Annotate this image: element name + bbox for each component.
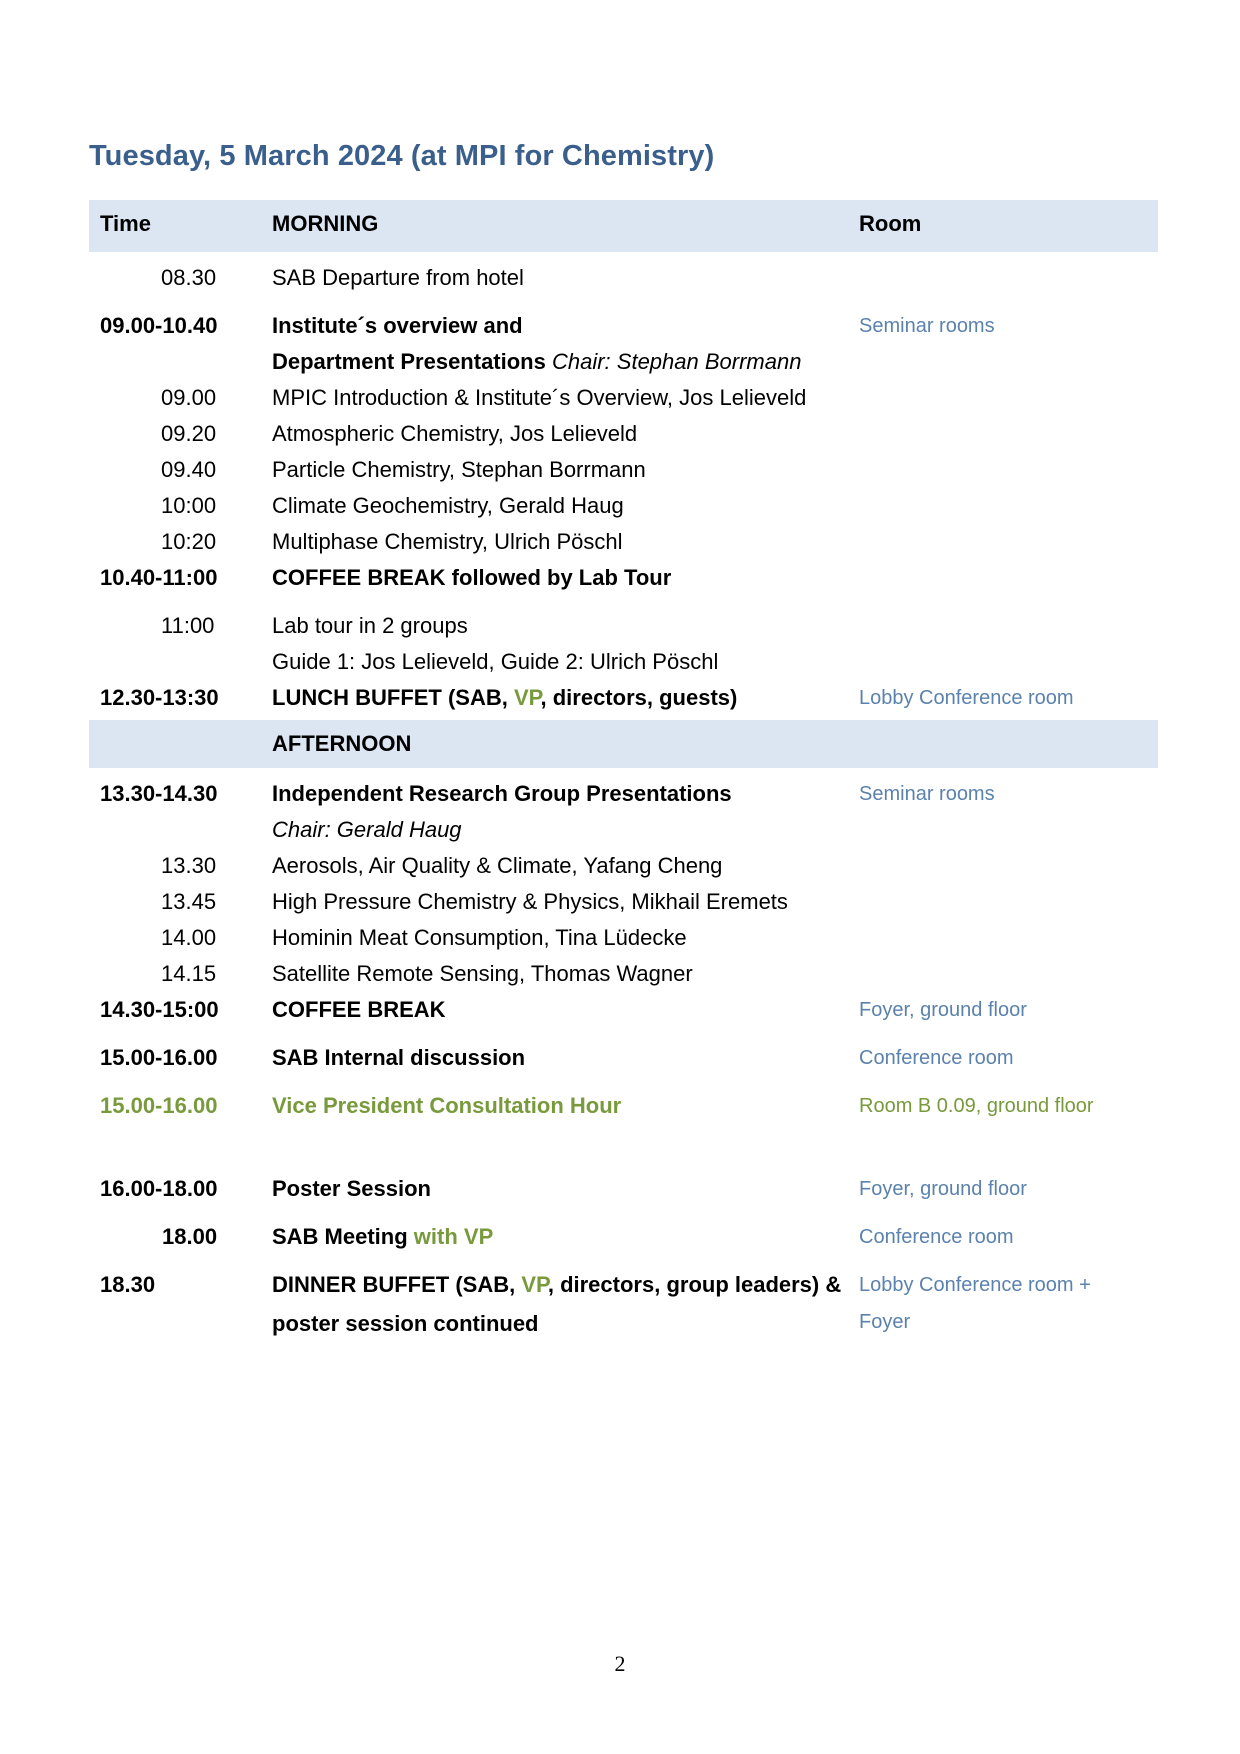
table-row [89, 336, 1158, 372]
row-event: COFFEE BREAK followed by Lab Tour [272, 565, 672, 590]
row-event: Climate Geochemistry, Gerald Haug [272, 493, 624, 518]
row-event: Vice President Consultation Hour [272, 1093, 622, 1118]
row-time: 09.40 [161, 457, 217, 482]
row-time: 15.00-16.00 [100, 1045, 218, 1070]
row-time: 11:00 [161, 613, 215, 638]
table-row [89, 444, 1158, 480]
schedule-table [89, 200, 1158, 1339]
row-event: Independent Research Group Presentations [272, 781, 732, 806]
row-time: 10:00 [161, 493, 217, 518]
row-room: Foyer, ground floor [859, 1178, 1027, 1200]
table-row [89, 876, 1158, 912]
row-event: Guide 1: Jos Lelieveld, Guide 2: Ulrich Pöschl [272, 649, 719, 674]
header-afternoon: AFTERNOON [272, 731, 412, 756]
row-time: 13.30 [161, 853, 217, 878]
vp-highlight: VP [521, 1272, 548, 1297]
row-time: 13.45 [161, 889, 217, 914]
row-room: Lobby Conference room [859, 687, 1074, 709]
row-event: Particle Chemistry, Stephan Borrmann [272, 457, 646, 482]
row-time: 14.00 [161, 925, 217, 950]
row-time: 18.30 [100, 1272, 156, 1297]
table-row [89, 408, 1158, 444]
table-row [89, 516, 1158, 552]
row-event [272, 1217, 493, 1257]
row-room: Lobby Conference room + Foyer [859, 1274, 1091, 1333]
row-time: 12.30-13:30 [100, 685, 219, 710]
row-time: 15.00-16.00 [100, 1093, 218, 1118]
row-event: Poster Session [272, 1176, 431, 1201]
row-time: 09.20 [161, 421, 217, 446]
table-row [89, 1032, 1158, 1080]
table-row [89, 948, 1158, 984]
table-row [89, 636, 1158, 672]
table-row [89, 252, 1158, 300]
row-event-line2: poster session continued [272, 1311, 539, 1336]
row-time: 16.00-18.00 [100, 1176, 218, 1201]
table-row [89, 672, 1158, 720]
table-row [89, 912, 1158, 948]
table-row [89, 372, 1158, 408]
row-room: Seminar rooms [859, 315, 995, 337]
row-event: Lab tour in 2 groups [272, 613, 468, 638]
table-row [89, 840, 1158, 876]
header-time: Time [100, 211, 151, 236]
row-time: 13.30-14.30 [100, 781, 218, 806]
table-row [89, 984, 1158, 1032]
table-header [89, 200, 1158, 252]
table-row [89, 1163, 1158, 1211]
row-event: Hominin Meat Consumption, Tina Lüdecke [272, 925, 687, 950]
table-row [89, 804, 1158, 840]
row-event-text: DINNER BUFFET (SAB, [272, 1272, 522, 1297]
row-event-text: LUNCH BUFFET (SAB, [272, 685, 514, 710]
page-number: 2 [614, 1651, 626, 1676]
row-event: Multiphase Chemistry, Ulrich Pöschl [272, 529, 623, 554]
row-event-text: , directors, group leaders) & [547, 1272, 842, 1297]
row-event: Institute´s overview and [272, 313, 523, 338]
table-row [89, 1259, 1158, 1339]
row-event: Aerosols, Air Quality & Climate, Yafang Cheng [272, 853, 723, 878]
row-room: Conference room [859, 1047, 1014, 1069]
table-row [89, 1080, 1158, 1163]
row-time: 09.00 [161, 385, 217, 410]
row-room: Room B 0.09, ground floor [859, 1095, 1094, 1117]
row-time: 09.00-10.40 [100, 313, 218, 338]
header-room: Room [859, 211, 922, 236]
page-title: Tuesday, 5 March 2024 (at MPI for Chemistry) [89, 140, 715, 172]
table-row [89, 1211, 1158, 1259]
row-event: COFFEE BREAK [272, 997, 446, 1022]
row-event-bold: Department Presentations [272, 349, 546, 374]
row-time: 08.30 [161, 265, 217, 290]
row-event: SAB Internal discussion [272, 1045, 526, 1070]
table-row [89, 480, 1158, 516]
table-row [89, 552, 1158, 600]
session-chair: Chair: Stephan Borrmann [551, 349, 802, 374]
vp-highlight: with VP [413, 1224, 494, 1249]
row-room: Conference room [859, 1226, 1014, 1248]
row-event: MPIC Introduction & Institute´s Overview, Jos Lelieveld [272, 385, 807, 410]
row-event: SAB Departure from hotel [272, 265, 524, 290]
row-time: 14.15 [161, 961, 217, 986]
row-event [272, 678, 737, 718]
table-row [89, 768, 1158, 804]
row-event: High Pressure Chemistry & Physics, Mikhail Eremets [272, 889, 788, 914]
vp-highlight: VP [513, 685, 541, 710]
row-room: Foyer, ground floor [859, 999, 1027, 1021]
afternoon-band [89, 720, 1158, 768]
row-event: Atmospheric Chemistry, Jos Lelieveld [272, 421, 638, 446]
row-time: 18.00 [162, 1224, 218, 1249]
row-time: 10:20 [161, 529, 217, 554]
row-room: Seminar rooms [859, 783, 995, 805]
row-event-text: , directors, guests) [540, 685, 738, 710]
table-row [89, 600, 1158, 636]
row-event [272, 1265, 841, 1305]
session-chair: Chair: Gerald Haug [272, 817, 462, 842]
header-morning: MORNING [272, 211, 379, 236]
row-event-text: SAB Meeting [272, 1224, 414, 1249]
row-time: 14.30-15:00 [100, 997, 219, 1022]
table-row [89, 300, 1158, 336]
row-time: 10.40-11:00 [100, 565, 218, 590]
row-event: Satellite Remote Sensing, Thomas Wagner [272, 961, 693, 986]
